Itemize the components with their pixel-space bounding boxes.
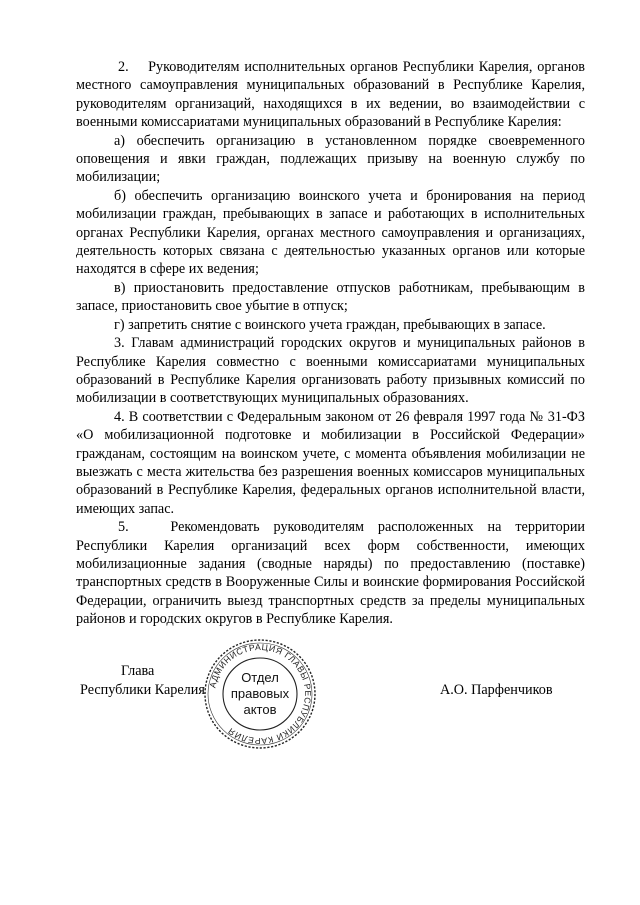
- stamp-center-line3: актов: [243, 702, 277, 717]
- paragraph-2: 2. Руководителям исполнительных органов Республики Карелия, органов местного самоуправления муниципальных образований в Республике Карелия, руководителям организаций, находящихся в их ведении, во взаимодействии с военными комиссариатами муниципальных образований в Республике Карелия:: [76, 59, 585, 131]
- stamp-seal-icon: [203, 638, 317, 750]
- stamp-ring-text: АДМИНИСТРАЦИЯ ГЛАВЫ РЕСПУБЛИКИ КАРЕЛИЯ: [207, 641, 314, 747]
- paragraph-2b: б) обеспечить организацию воинского учета и бронирования на период мобилизации граждан, пребывающих в запасе и работающих в исполнительных органах Республики Карелия, органах местного самоуправления и организациях, деятельность которых связана с деятельностью указанных органов или которые находятся в сфере их ведения;: [76, 187, 585, 278]
- paragraph-4: 4. В соответствии с Федеральным законом от 26 февраля 1997 года № 31-ФЗ «О мобилизационной подготовке и мобилизации в Российской Федерации» гражданам, состоящим на воинском учете, с момента объявления мобилизации не выезжать с места жительства без разрешения военных комиссаров муниципальных образований в Республике Карелия, федеральных органов исполнительной власти, имеющих запас.: [76, 408, 585, 517]
- svg-text:АДМИНИСТРАЦИЯ ГЛАВЫ РЕСПУБЛИКИ: [207, 642, 313, 746]
- stamp-center-text: [203, 638, 317, 750]
- stamp-center-line1: Отдел: [241, 670, 279, 685]
- official-stamp: [203, 638, 317, 750]
- paragraph-2c: в) приостановить предоставление отпусков работникам, пребывающим в запасе, приостановить свое убытие в отпуск;: [76, 279, 585, 315]
- paragraph-2d: г) запретить снятие с воинского учета граждан, пребывающих в запасе.: [114, 316, 546, 333]
- signatory-title-line2: Республики Карелия: [80, 682, 205, 698]
- stamp-center-line2: правовых: [230, 686, 290, 701]
- paragraph-3: 3. Главам администраций городских округов и муниципальных районов в Республике Карелия совместно с военными комиссариатами муниципальных образований в Республике Карелия организовать работу призывных комиссий по мобилизации в соответствующих муниципальных образованиях.: [76, 335, 585, 407]
- signatory-title-line1: Глава: [121, 663, 155, 679]
- signatory-name: А.О. Парфенчиков: [440, 682, 553, 698]
- document-body: [76, 58, 585, 629]
- paragraph-5: 5. Рекомендовать руководителям расположенных на территории Республики Карелия организаций всех форм собственности, имеющих мобилизационные задания (сводные наряды) по предоставлению (поставке) транспортных средств в Вооруженные Силы и воинские формирования Российской Федерации, ограничить выезд транспортных средств за пределы муниципальных районов и городских округов в Республике Карелия.: [76, 519, 585, 628]
- paragraph-2a: а) обеспечить организацию в установленном порядке своевременного оповещения и явки граждан, подлежащих призыву на военную службу по мобилизации;: [76, 132, 585, 186]
